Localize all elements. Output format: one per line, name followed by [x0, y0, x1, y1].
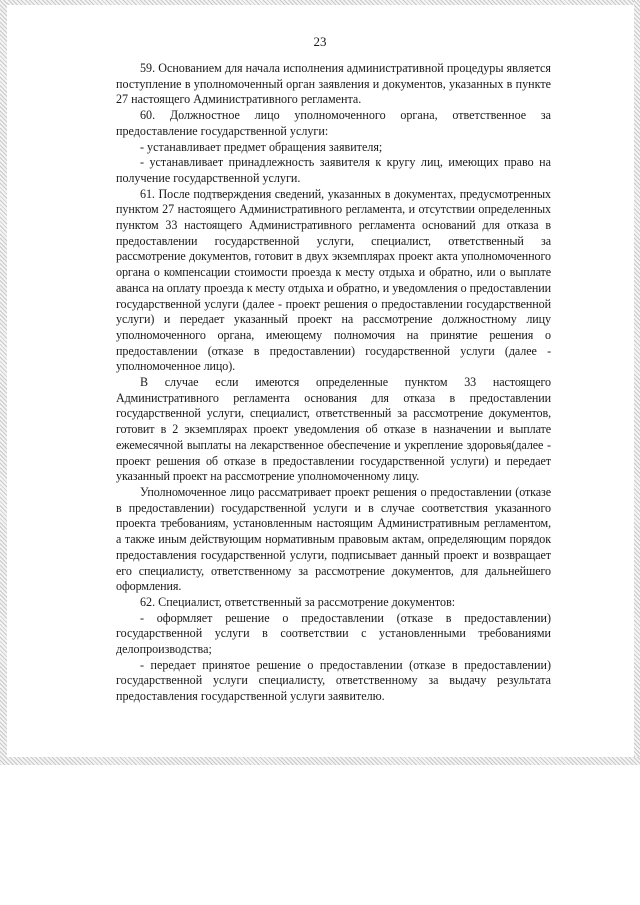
paragraph-62: 62. Специалист, ответственный за рассмотрение документов:: [140, 594, 456, 609]
list-item: - устанавливает принадлежность заявителя к кругу лиц, имеющих право на получение государственной услуги.: [116, 155, 551, 185]
paragraph-60: 60. Должностное лицо уполномоченного органа, ответственное за предоставление государственной услуги:: [116, 108, 551, 138]
scan-border-top: [0, 0, 640, 5]
paragraph-59: 59. Основанием для начала исполнения административной процедуры является поступление в уполномоченный орган заявления и документов, указанных в пункте 27 настоящего Административного регламента.: [116, 61, 551, 107]
paragraph-61: 61. После подтверждения сведений, указанных в документах, предусмотренных пунктом 27 настоящего Административного регламента, и отсутствии определенных пунктом 33 настоящего Административного регламента оснований для отказа в предоставлении государственной услуги, специалист, ответственный за рассмотрение документов, готовит в двух экземплярах проект акта уполномоченного органа о компенсации стоимости проезда к месту отдыха и обратно, или о выплате аванса на оплату проезда к месту отдыха и обратно, и уведомления о предоставлении государственной услуги (далее - проект решения о предоставлении государственной услуги) и передает указанный проект на рассмотрение должностному лицу уполномоченного органа, имеющему полномочия на принятие решения о предоставлении (отказе в предоставлении) государственной услуги (далее - уполномоченное лицо).: [116, 186, 551, 374]
paragraph-authorized-person: Уполномоченное лицо рассматривает проект решения о предоставлении (отказе в предоставлении) государственной услуги и в случае соответствия указанного проекта требованиям, установленным настоящим Административным регламентом, а также иным действующим нормативным правовым актам, определяющим порядок предоставления государственной услуги, подписывает данный проект и возвращает его специалисту, ответственному за рассмотрение документов, для дальнейшего оформления.: [116, 484, 551, 594]
list-item: - оформляет решение о предоставлении (отказе в предоставлении) государственной услуги в соответствии с установленными требованиями делопроизводства;: [116, 610, 551, 657]
document-body: [116, 61, 551, 705]
page-number: 23: [313, 34, 327, 49]
blank-area: [0, 765, 640, 905]
list-item: - устанавливает предмет обращения заявителя;: [140, 139, 383, 154]
list-item: - передает принятое решение о предоставлении (отказе в предоставлении) государственной услуги специалисту, ответственному за выдачу результата предоставления государственной услуги заявителю.: [116, 657, 551, 704]
paragraph-refusal-case: В случае если имеются определенные пунктом 33 настоящего Административного регламента основания для отказа в предоставлении государственной услуги, специалист, ответственный за рассмотрение документов, готовит в 2 экземплярах проект уведомления об отказе в назначении и выплате ежемесячной выплаты на лекарственное обеспечение и укрепление здоровья(далее - проект решения об отказе в предоставлении государственной услуги) и передает указанный проект на рассмотрение уполномоченному лицу.: [116, 375, 551, 484]
scan-border-bottom: [0, 757, 640, 765]
